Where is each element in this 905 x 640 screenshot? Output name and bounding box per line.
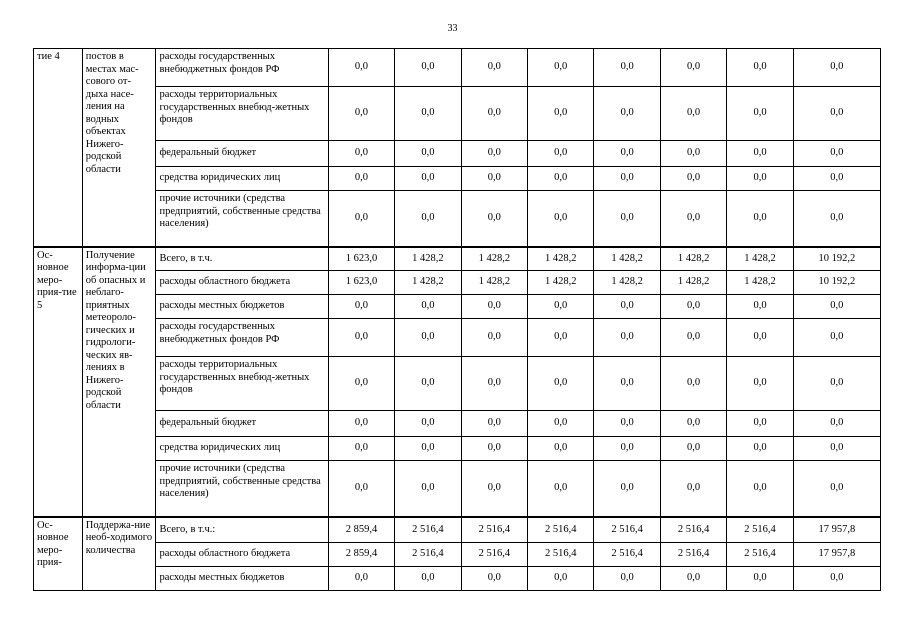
year-value: 0,0 [727, 295, 793, 319]
year-value: 0,0 [594, 167, 660, 191]
year-value: 2 516,4 [395, 543, 461, 567]
year-value: 0,0 [328, 87, 394, 141]
funding-source: расходы областного бюджета [156, 543, 328, 567]
year-value: 1 428,2 [660, 271, 726, 295]
year-value: 0,0 [594, 319, 660, 357]
year-value: 0,0 [395, 87, 461, 141]
year-value: 1 428,2 [395, 247, 461, 271]
year-value: 0,0 [727, 87, 793, 141]
year-value: 0,0 [328, 357, 394, 411]
year-value: 0,0 [528, 87, 594, 141]
year-value: 0,0 [528, 461, 594, 517]
section-label: Ос-новное меро-прия-тие 5 [34, 247, 83, 517]
year-value: 0,0 [395, 567, 461, 591]
funding-source: расходы областного бюджета [156, 271, 328, 295]
year-value: 0,0 [727, 191, 793, 247]
table-row [34, 567, 881, 591]
year-value: 0,0 [727, 49, 793, 87]
total-value: 0,0 [793, 461, 880, 517]
table-body [34, 49, 881, 591]
funding-source: расходы государственных внебюджетных фондов РФ [156, 319, 328, 357]
year-value: 0,0 [727, 411, 793, 437]
total-value: 0,0 [793, 319, 880, 357]
year-value: 2 516,4 [594, 543, 660, 567]
page-number: 33 [447, 23, 458, 34]
funding-source: расходы государственных внебюджетных фондов РФ [156, 49, 328, 87]
table-row [34, 49, 881, 87]
table-row [34, 543, 881, 567]
year-value: 2 516,4 [727, 543, 793, 567]
table-row [34, 295, 881, 319]
year-value: 0,0 [727, 437, 793, 461]
year-value: 0,0 [594, 49, 660, 87]
year-value: 0,0 [461, 191, 527, 247]
table-row [34, 191, 881, 247]
year-value: 0,0 [328, 437, 394, 461]
total-value: 0,0 [793, 167, 880, 191]
total-value: 17 957,8 [793, 543, 880, 567]
year-value: 0,0 [660, 295, 726, 319]
year-value: 0,0 [727, 461, 793, 517]
funding-source: прочие источники (средства предприятий, собственные средства населения) [156, 191, 328, 247]
year-value: 2 859,4 [328, 517, 394, 543]
year-value: 2 516,4 [660, 543, 726, 567]
year-value: 0,0 [395, 437, 461, 461]
year-value: 0,0 [328, 191, 394, 247]
year-value: 0,0 [594, 411, 660, 437]
total-value: 0,0 [793, 437, 880, 461]
year-value: 0,0 [328, 319, 394, 357]
year-value: 0,0 [528, 141, 594, 167]
year-value: 0,0 [660, 141, 726, 167]
year-value: 0,0 [395, 191, 461, 247]
funding-source: расходы местных бюджетов [156, 567, 328, 591]
total-value: 0,0 [793, 295, 880, 319]
table-row [34, 319, 881, 357]
year-value: 1 428,2 [594, 247, 660, 271]
total-value: 10 192,2 [793, 247, 880, 271]
year-value: 0,0 [461, 437, 527, 461]
year-value: 0,0 [528, 567, 594, 591]
year-value: 0,0 [660, 191, 726, 247]
year-value: 2 516,4 [727, 517, 793, 543]
year-value: 0,0 [395, 49, 461, 87]
year-value: 0,0 [660, 411, 726, 437]
year-value: 0,0 [660, 567, 726, 591]
total-value: 0,0 [793, 357, 880, 411]
year-value: 0,0 [461, 141, 527, 167]
year-value: 1 428,2 [461, 247, 527, 271]
year-value: 0,0 [328, 167, 394, 191]
year-value: 0,0 [395, 167, 461, 191]
year-value: 0,0 [528, 411, 594, 437]
table-row [34, 437, 881, 461]
section-label: Ос-новное меро-прия- [34, 517, 83, 591]
section-description: Поддержа-ние необ-ходимого количества [82, 517, 156, 591]
year-value: 1 428,2 [594, 271, 660, 295]
year-value: 0,0 [395, 295, 461, 319]
year-value: 0,0 [395, 461, 461, 517]
year-value: 0,0 [328, 141, 394, 167]
year-value: 2 516,4 [461, 517, 527, 543]
year-value: 0,0 [328, 295, 394, 319]
year-value: 2 516,4 [528, 517, 594, 543]
year-value: 1 428,2 [727, 271, 793, 295]
year-value: 0,0 [461, 411, 527, 437]
year-value: 0,0 [727, 141, 793, 167]
year-value: 0,0 [727, 357, 793, 411]
year-value: 0,0 [461, 461, 527, 517]
year-value: 0,0 [395, 357, 461, 411]
year-value: 0,0 [395, 411, 461, 437]
year-value: 0,0 [594, 141, 660, 167]
total-value: 0,0 [793, 411, 880, 437]
table-row [34, 247, 881, 271]
total-value: 0,0 [793, 87, 880, 141]
year-value: 0,0 [461, 295, 527, 319]
year-value: 0,0 [660, 167, 726, 191]
year-value: 2 859,4 [328, 543, 394, 567]
year-value: 1 623,0 [328, 271, 394, 295]
year-value: 2 516,4 [528, 543, 594, 567]
section-description: Получение информа-ции об опасных и неблаго-приятных метеороло-гических и гидрологи-ческих яв-лениях в Нижего-родской области [82, 247, 156, 517]
year-value: 0,0 [461, 49, 527, 87]
year-value: 0,0 [528, 357, 594, 411]
table-row [34, 167, 881, 191]
table-row [34, 141, 881, 167]
year-value: 0,0 [528, 319, 594, 357]
year-value: 0,0 [328, 411, 394, 437]
year-value: 0,0 [328, 49, 394, 87]
year-value: 0,0 [528, 167, 594, 191]
total-value: 0,0 [793, 191, 880, 247]
table-row [34, 517, 881, 543]
year-value: 0,0 [594, 357, 660, 411]
year-value: 0,0 [660, 357, 726, 411]
year-value: 0,0 [660, 461, 726, 517]
year-value: 2 516,4 [461, 543, 527, 567]
year-value: 0,0 [594, 295, 660, 319]
section-label: тие 4 [34, 49, 83, 247]
section-description: постов в местах мас-сового от-дыха насе-ления на водных объектах Нижего-родской области [82, 49, 156, 247]
funding-source: федеральный бюджет [156, 411, 328, 437]
year-value: 0,0 [328, 567, 394, 591]
funding-source: средства юридических лиц [156, 167, 328, 191]
year-value: 0,0 [528, 191, 594, 247]
year-value: 2 516,4 [395, 517, 461, 543]
year-value: 1 623,0 [328, 247, 394, 271]
funding-source: средства юридических лиц [156, 437, 328, 461]
year-value: 2 516,4 [594, 517, 660, 543]
year-value: 1 428,2 [528, 247, 594, 271]
year-value: 0,0 [594, 567, 660, 591]
table-row [34, 461, 881, 517]
year-value: 1 428,2 [660, 247, 726, 271]
year-value: 0,0 [727, 567, 793, 591]
year-value: 0,0 [727, 319, 793, 357]
year-value: 0,0 [461, 567, 527, 591]
total-value: 0,0 [793, 141, 880, 167]
table-row [34, 357, 881, 411]
year-value: 1 428,2 [461, 271, 527, 295]
year-value: 0,0 [594, 191, 660, 247]
funding-source: Всего, в т.ч. [156, 247, 328, 271]
year-value: 0,0 [461, 357, 527, 411]
funding-source: прочие источники (средства предприятий, собственные средства населения) [156, 461, 328, 517]
year-value: 1 428,2 [727, 247, 793, 271]
year-value: 0,0 [461, 167, 527, 191]
funding-source: Всего, в т.ч.: [156, 517, 328, 543]
year-value: 0,0 [727, 167, 793, 191]
year-value: 0,0 [328, 461, 394, 517]
total-value: 0,0 [793, 567, 880, 591]
year-value: 0,0 [660, 87, 726, 141]
year-value: 0,0 [660, 49, 726, 87]
year-value: 1 428,2 [528, 271, 594, 295]
table-row [34, 411, 881, 437]
funding-source: расходы территориальных государственных внебюд-жетных фондов [156, 357, 328, 411]
table-row [34, 271, 881, 295]
funding-source: расходы территориальных государственных внебюд-жетных фондов [156, 87, 328, 141]
year-value: 0,0 [660, 437, 726, 461]
year-value: 0,0 [461, 87, 527, 141]
year-value: 0,0 [395, 319, 461, 357]
budget-table [33, 48, 881, 591]
total-value: 10 192,2 [793, 271, 880, 295]
year-value: 0,0 [594, 87, 660, 141]
year-value: 0,0 [528, 49, 594, 87]
total-value: 17 957,8 [793, 517, 880, 543]
year-value: 2 516,4 [660, 517, 726, 543]
year-value: 0,0 [528, 437, 594, 461]
year-value: 1 428,2 [395, 271, 461, 295]
table-row [34, 87, 881, 141]
year-value: 0,0 [594, 437, 660, 461]
funding-source: расходы местных бюджетов [156, 295, 328, 319]
funding-source: федеральный бюджет [156, 141, 328, 167]
year-value: 0,0 [594, 461, 660, 517]
year-value: 0,0 [395, 141, 461, 167]
year-value: 0,0 [660, 319, 726, 357]
year-value: 0,0 [461, 319, 527, 357]
total-value: 0,0 [793, 49, 880, 87]
year-value: 0,0 [528, 295, 594, 319]
